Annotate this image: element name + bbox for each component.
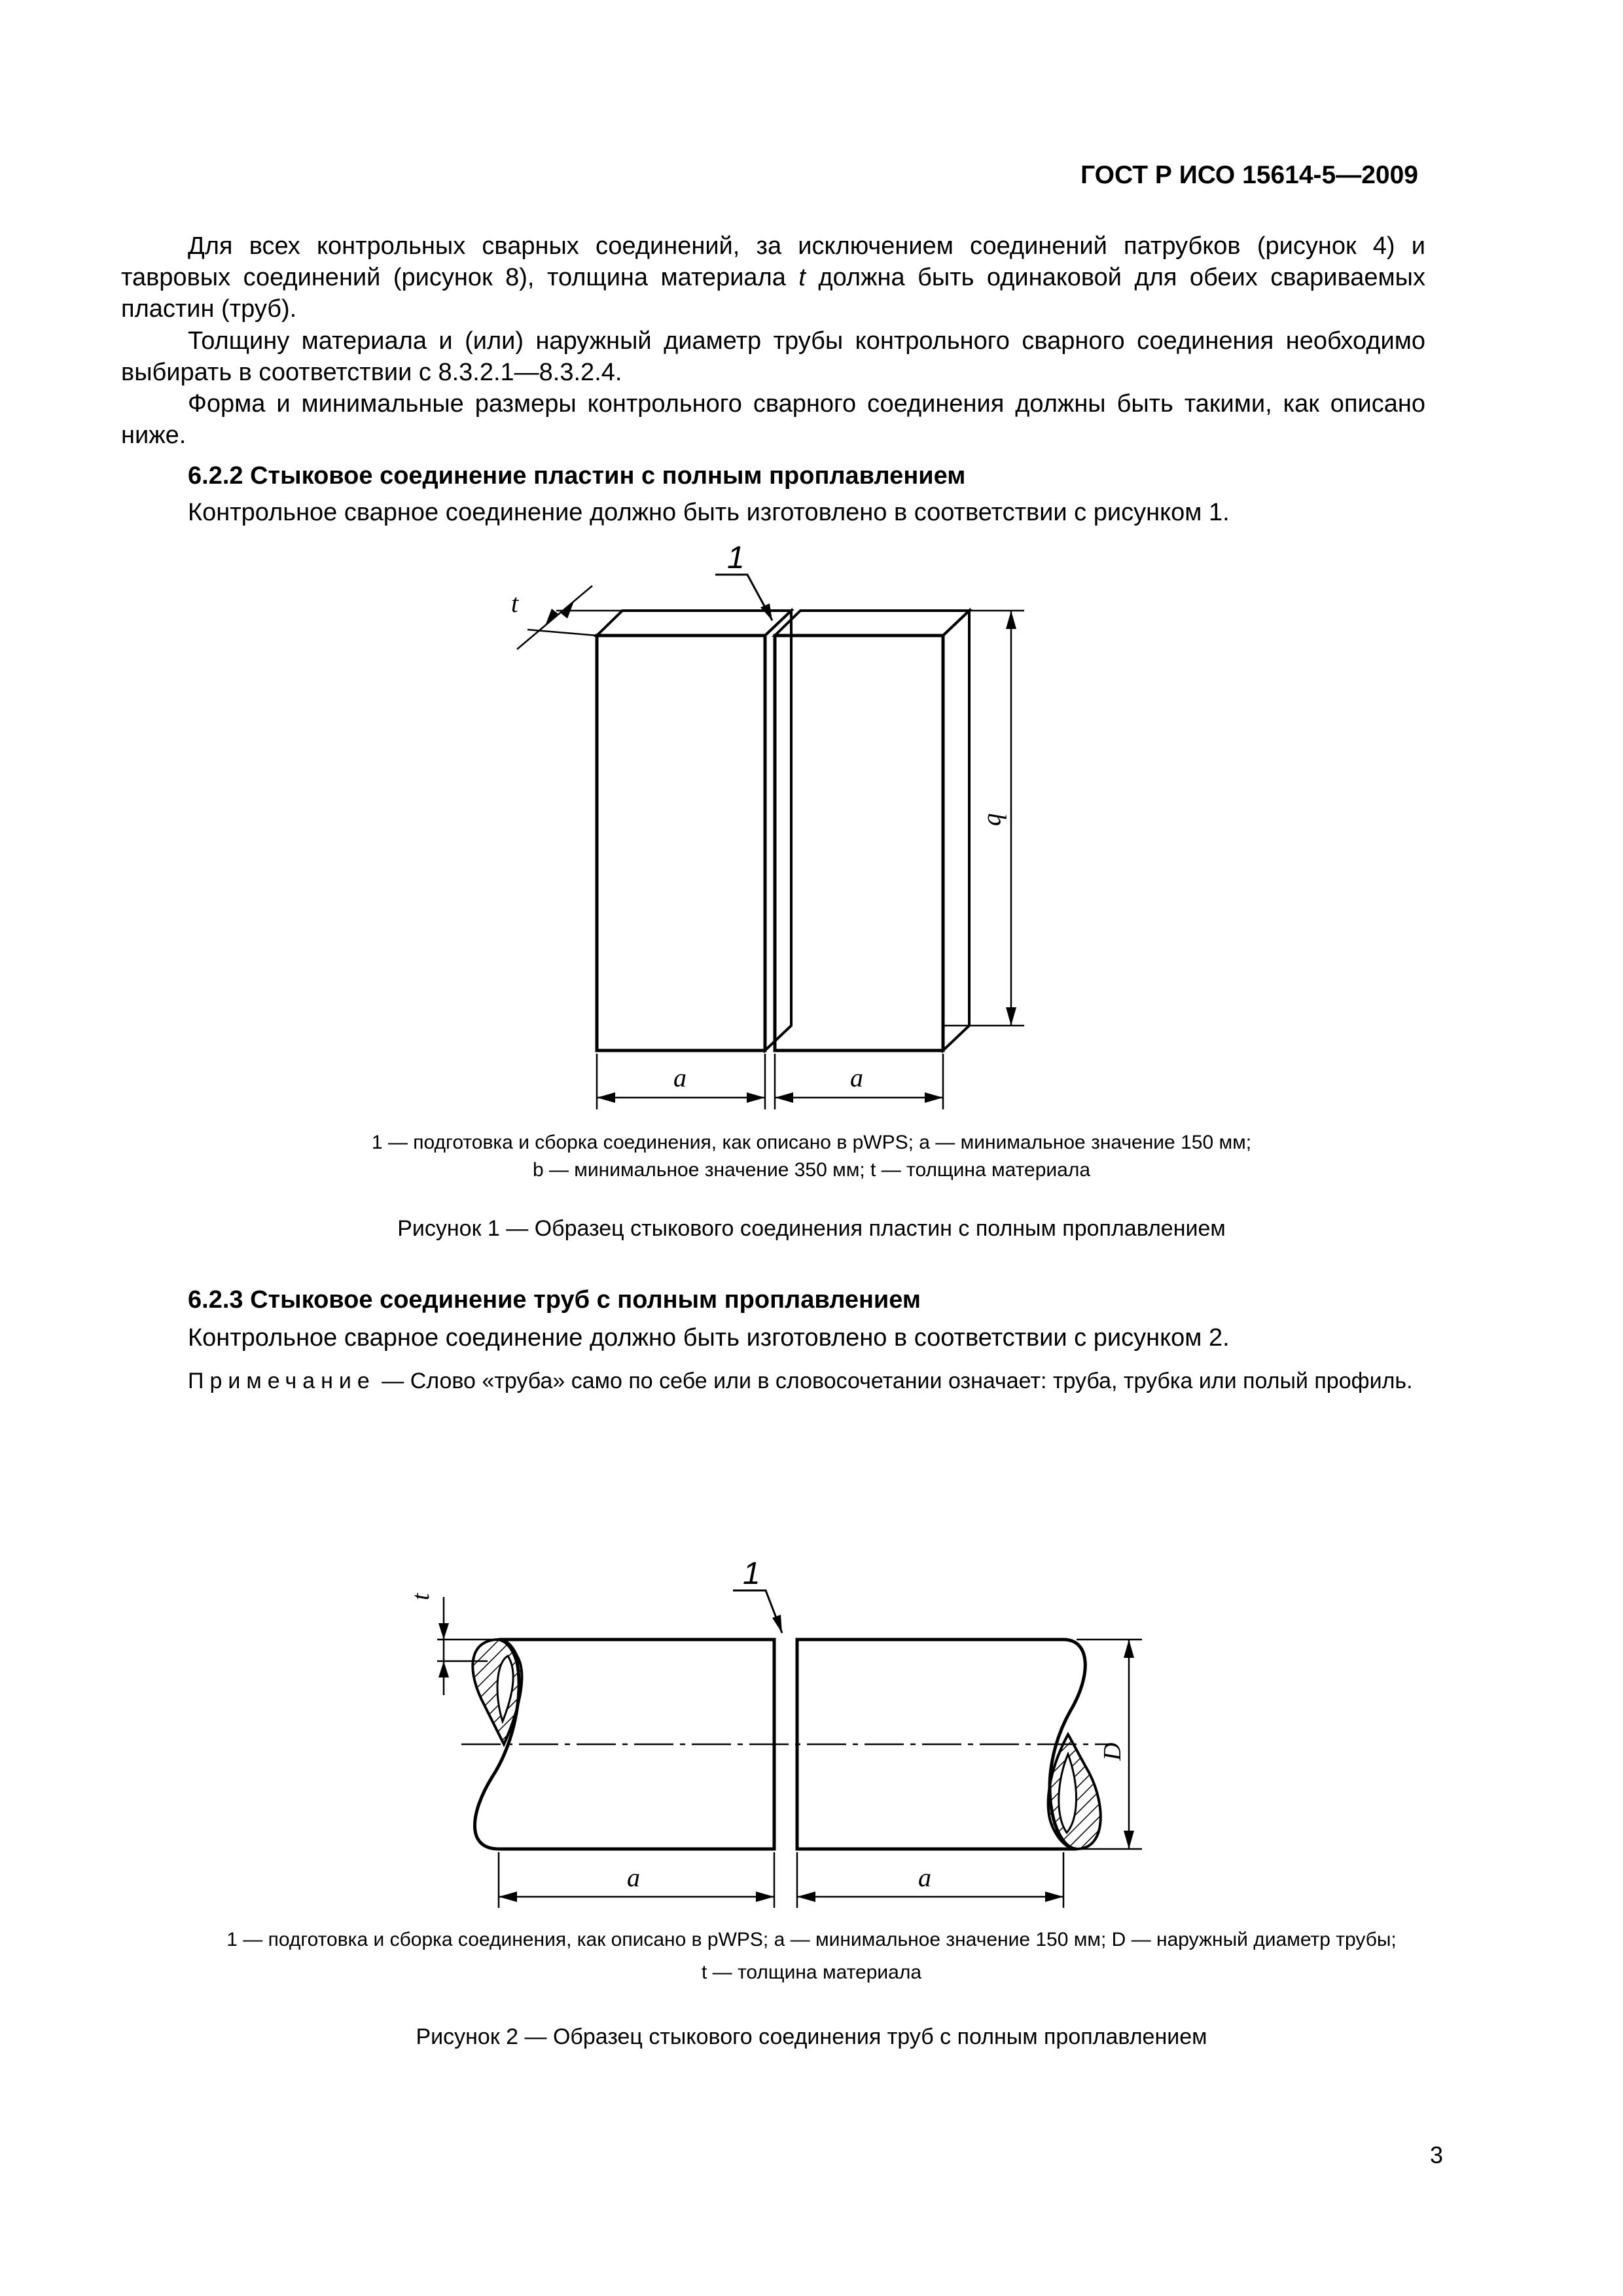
label-1-leader [715,575,772,620]
intro-paragraph-2: Толщину материала и (или) наружный диаметр трубы контрольного сварного соединения необходимо выбирать в соответствии с 8.3.2.1—8.3.2.4. [121,327,1425,386]
intro-p1-start: Для всех контрольных сварных соединений, за исключением соединений патрубков (рисунок 4) и тавровых соединений (рисунок 8), толщина материала [121,232,1425,291]
right-plate-top [775,611,969,636]
figure-2-caption: Рисунок 2 — Образец стыкового соединения труб с полным проплавлением [416,2024,1207,2049]
left-plate-side [765,611,791,1050]
thickness-symbol: t [798,264,806,291]
figure-1-label-b: b [982,813,1012,826]
standard-designation: ГОСТ Р ИСО 15614-5—2009 [1080,161,1418,189]
figure-1-label-1: 1 [727,541,745,575]
figure-1-label-a-left: a [673,1063,687,1092]
figure-2-label-a-right: a [918,1863,931,1892]
figure-2-label-t: t [407,1593,435,1600]
figure-2-label-1: 1 [743,1556,760,1591]
intro-p1-end: должна быть одинаковой для обеих свариваемых пластин (труб). [121,264,1425,323]
label-1-leader [733,1590,782,1633]
figure-2-legend-line-1: 1 — подготовка и сборка соединения, как описано в pWPS; a — минимальное значение 150 мм; D — наружный диаметр трубы; [226,1929,1397,1950]
note-label: Примечание [188,1369,376,1393]
figure-1-label-a-right: a [850,1063,863,1092]
dimension-t-line [517,586,592,649]
section-623-note [121,1365,1425,1397]
note-text: — Слово «труба» само по себе или в словосочетании означает: труба, трубка или полый профиль. [375,1369,1413,1393]
figure-1-label-t: t [511,588,519,618]
figure-1-caption: Рисунок 1 — Образец стыкового соединения пластин с полным проплавлением [397,1216,1226,1241]
page-number: 3 [1429,2142,1443,2168]
figure-2-label-D: D [1099,1742,1126,1761]
right-plate-side [943,611,969,1050]
section-623-text: Контрольное сварное соединение должно быть изготовлено в соответствии с рисунком 2. [188,1324,1230,1352]
figure-1-plates-drawing [0,0,1623,1126]
figure-2-pipes-drawing [0,1505,1623,1964]
figure-1-legend-line-2: b — минимальное значение 350 мм; t — толщина материала [532,1159,1091,1181]
section-622-heading: 6.2.2 Стыковое соединение пластин с полным проплавлением [188,462,966,490]
figure-1-legend-line-1: 1 — подготовка и сборка соединения, как описано в pWPS; a — минимальное значение 150 мм; [371,1132,1252,1153]
left-plate-front [597,636,765,1050]
section-622-text: Контрольное сварное соединение должно быть изготовлено в соответствии с рисунком 1. [188,499,1230,526]
figure-2-label-a-left: a [627,1863,640,1892]
intro-paragraph-3: Форма и минимальные размеры контрольного сварного соединения должны быть такими, как описано ниже. [121,390,1425,449]
left-plate-top [597,611,791,636]
figure-2-legend-line-2: t — толщина материала [701,1962,922,1983]
right-plate-front [775,636,943,1050]
section-623-heading: 6.2.3 Стыковое соединение труб с полным проплавлением [188,1286,921,1314]
